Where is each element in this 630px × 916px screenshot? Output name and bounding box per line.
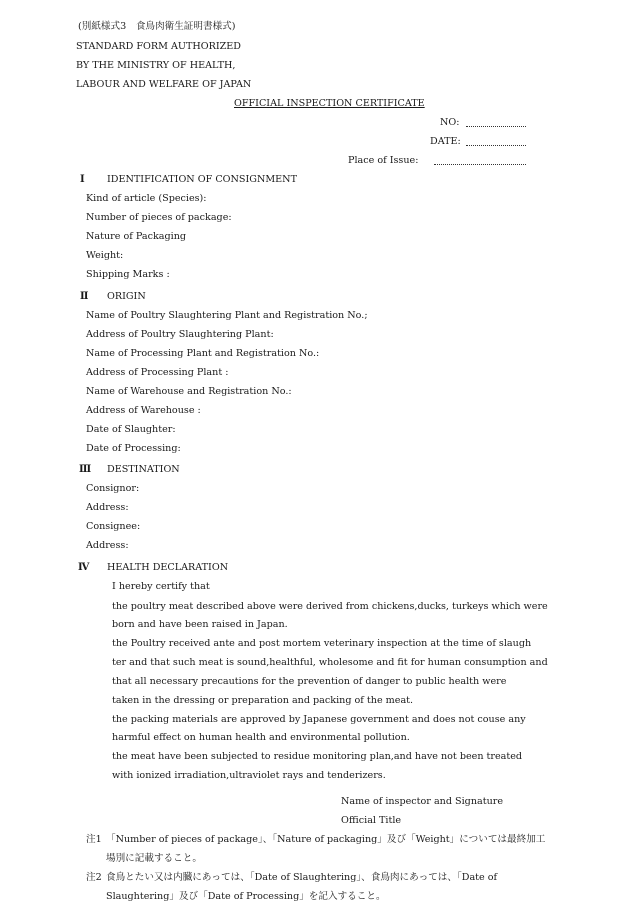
declaration-line: the meat have been subjected to residue monitoring plan,and have not been treated [112,751,523,762]
field-label: Address of Processing Plant : [86,367,229,378]
place-of-issue-field[interactable] [434,155,526,165]
field-label: Shipping Marks : [86,269,170,280]
declaration-line: taken in the dressing or preparation and packing of the meat. [112,695,414,706]
authorized-line-1: STANDARD FORM AUTHORIZED [76,41,241,52]
field-label: Address: [86,502,129,513]
declaration-line: the Poultry received ante and post mortem veterinary inspection at the time of slaugh [112,638,532,649]
place-of-issue-label: Place of Issue: [348,155,419,166]
field-label: Weight: [86,250,124,261]
no-label: NO: [440,117,460,128]
note-text: Slaughtering」及び「Date of Processing」を記入すること。 [106,891,386,902]
signature-label: Name of inspector and Signature [341,796,504,807]
declaration-line: the packing materials are approved by Japanese government and does not couse any [112,714,526,725]
section-numeral: Ⅰ [80,174,85,185]
note-label: 注2 [86,872,102,883]
section-numeral: Ⅱ [80,291,89,302]
no-field[interactable] [466,117,526,127]
declaration-line: harmful effect on human health and environmental pollution. [112,732,410,743]
date-field[interactable] [466,136,526,146]
document-title: OFFICIAL INSPECTION CERTIFICATE [234,98,425,109]
field-label: Name of Poultry Slaughtering Plant and Registration No.; [86,310,368,321]
field-label: Date of Slaughter: [86,424,176,435]
section-title: DESTINATION [107,464,180,475]
field-label: Name of Processing Plant and Registration No.: [86,348,320,359]
field-label: Consignor: [86,483,140,494]
field-label: Number of pieces of package: [86,212,232,223]
field-label: Address of Poultry Slaughtering Plant: [86,329,274,340]
field-label: Address of Warehouse : [86,405,201,416]
declaration-line: ter and that such meat is sound,healthful, wholesome and fit for human consumption and [112,657,548,668]
field-label: Date of Processing: [86,443,181,454]
authorized-line-2: BY THE MINISTRY OF HEALTH, [76,60,236,71]
declaration-line: I hereby certify that [112,581,210,592]
section-title: IDENTIFICATION OF CONSIGNMENT [107,174,297,185]
declaration-line: the poultry meat described above were derived from chickens,ducks, turkeys which were [112,601,548,612]
note-label: 注1 [86,834,102,845]
declaration-line: that all necessary precautions for the prevention of danger to public health were [112,676,507,687]
date-label: DATE: [430,136,461,147]
official-title-label: Official Title [341,815,402,826]
field-label: Address: [86,540,129,551]
section-numeral: Ⅲ [79,464,92,475]
declaration-line: born and have been raised in Japan. [112,619,288,630]
note-text: 場別に記載すること。 [106,853,202,864]
note-text: 食鳥とたい又は内臓にあっては、「Date of Slaughtering」、食鳥肉にあっては、「Date of [106,872,498,883]
field-label: Name of Warehouse and Registration No.: [86,386,292,397]
section-numeral: Ⅳ [78,562,90,573]
field-label: Nature of Packaging [86,231,187,242]
field-label: Consignee: [86,521,141,532]
section-title: ORIGIN [107,291,146,302]
declaration-line: with ionized irradiation,ultraviolet rays and tenderizers. [112,770,386,781]
form-label: (別紙様式3 食鳥肉衛生証明書様式) [78,21,236,32]
note-text: 「Number of pieces of package」、「Nature of packaging」及び「Weight」については最終加工 [106,834,546,845]
section-title: HEALTH DECLARATION [107,562,229,573]
authorized-line-3: LABOUR AND WELFARE OF JAPAN [76,79,252,90]
field-label: Kind of article (Species): [86,193,207,204]
